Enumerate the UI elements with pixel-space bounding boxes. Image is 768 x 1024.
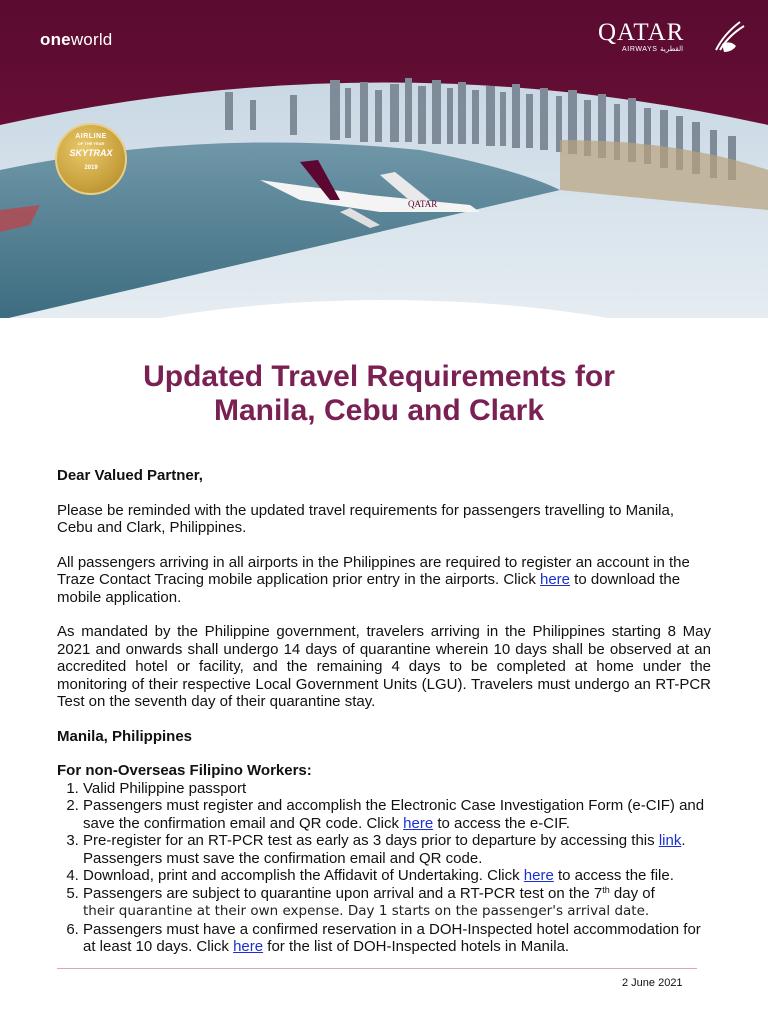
subsection-heading: For non-Overseas Filipino Workers:: [57, 762, 312, 779]
item-5-text: Passengers are subject to quarantine upon arrival and a RT-PCR test on the 7: [83, 884, 603, 902]
paragraph-2-text-end: to download the mobile application.: [57, 571, 681, 606]
requirements-list: [57, 780, 711, 956]
item-5-superscript: th: [602, 884, 610, 895]
list-item: [83, 780, 711, 798]
item-2-text: Passengers must register and accomplish the Electronic Case Investigation Form (e-CIF) and save the confirmation email and QR code. Click: [83, 797, 705, 832]
traze-download-link[interactable]: here: [539, 571, 571, 588]
plane-livery-text: QATAR: [408, 199, 438, 209]
list-item: [83, 797, 711, 832]
item-3-text-end: . Passengers must save the confirmation email and QR code.: [83, 832, 686, 867]
item-2-text-end: to access the e-CIF.: [433, 814, 570, 832]
badge-line2: OF THE YEAR: [77, 141, 105, 146]
item-1-text: Valid Philippine passport: [83, 779, 247, 797]
footer-divider: [57, 968, 697, 969]
section-heading-manila: Manila, Philippines: [57, 727, 193, 745]
oryx-icon: [710, 16, 750, 56]
paragraph-1: Please be reminded with the updated travel requirements for passengers travelling to Manila, Cebu and Clark, Philippines.: [57, 501, 675, 536]
document-body: [57, 467, 711, 956]
oneworld-logo: [40, 30, 112, 50]
list-item: [83, 832, 711, 867]
header-banner: [0, 0, 768, 318]
affidavit-link[interactable]: here: [523, 867, 554, 884]
greeting: Dear Valued Partner,: [57, 467, 203, 484]
paragraph-2-text: All passengers arriving in all airports in the Philippines are required to register an account in the Traze Contact Tracing mobile application prior entry in the airports. Click: [57, 553, 690, 588]
badge-line4: 2019: [84, 165, 98, 171]
list-item: [83, 921, 711, 956]
oneworld-logo-bold: one: [40, 30, 71, 49]
item-5-text-mid: day of: [609, 884, 655, 902]
item-5-text-line2: their quarantine at their own expense. Day 1 starts on the passenger's arrival date.: [83, 903, 650, 919]
title-line1: Updated Travel Requirements for: [143, 360, 615, 393]
item-4-text-end: to access the file.: [553, 867, 674, 884]
skytrax-award-badge: [55, 123, 127, 195]
ecif-link[interactable]: here: [403, 814, 434, 832]
oneworld-logo-rest: world: [70, 30, 113, 49]
item-6-text-end: for the list of DOH-Inspected hotels in Manila.: [263, 938, 570, 955]
list-item: [83, 867, 711, 885]
title-line2: Manila, Cebu and Clark: [213, 394, 545, 427]
list-item: [83, 885, 711, 921]
badge-line3: SKYTRAX: [69, 148, 113, 158]
page-title: [0, 360, 758, 428]
paragraph-3: As mandated by the Philippine government, travelers arriving in the Philippines starting 8 May 2021 and onwards shall undergo 14 days of quarantine wherein 10 days shall be observed at an accredited hotel or facility, and the remaining 4 days to be completed at home under the monitoring of their respective Local Government Units (LGU). Travelers must undergo an RT-PCR Test on the seventh day of their quarantine stay.: [57, 623, 711, 710]
item-6-text: Passengers must have a confirmed reservation in a DOH-Inspected hotel accommodation for at least 10 days. Click: [83, 920, 701, 955]
item-3-text: Pre-register for an RT-PCR test as early as 3 days prior to departure by accessing this: [83, 832, 659, 849]
badge-line1: AIRLINE: [75, 133, 107, 140]
qatar-logo-sub: AIRWAYS القطرية: [622, 46, 684, 53]
paragraph-2: [57, 554, 711, 607]
doh-hotels-link[interactable]: here: [233, 938, 264, 955]
item-4-text: Download, print and accomplish the Affidavit of Undertaking. Click: [83, 867, 524, 884]
qatar-airways-logo: [598, 20, 684, 53]
document-date: 2 June 2021: [622, 977, 683, 989]
qatar-logo-word: QATAR: [598, 19, 685, 46]
rtpcr-registration-link[interactable]: link: [658, 832, 682, 849]
